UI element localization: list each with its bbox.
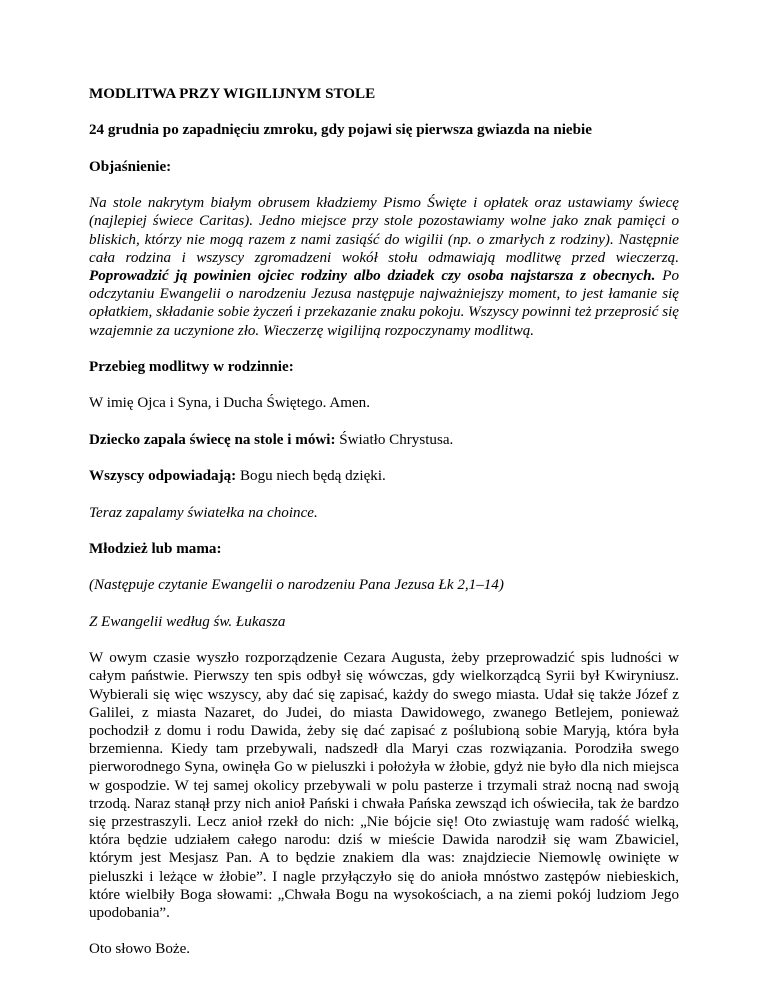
document-title: MODLITWA PRZY WIGILIJNYM STOLE — [89, 86, 376, 102]
all-label: Wszyscy odpowiadają: — [89, 468, 237, 485]
tree-lights-note: Teraz zapalamy światełka na choince. — [89, 504, 318, 521]
all-line — [89, 467, 679, 485]
document-subtitle: 24 grudnia po zapadnięciu zmroku, gdy pojawi się pierwsza gwiazda na niebie — [89, 122, 592, 139]
document-page — [89, 85, 679, 977]
explanation-paragraph — [89, 194, 679, 340]
explanation-part-1: Na stole nakrytym białym obrusem kładziemy Pismo Święte i opłatek oraz ustawiamy świecę (najlepiej świece Caritas). Jedno miejsce przy stole pozostawiamy wolne jako znak pamięci o bliskich, którzy nie mogą razem z nami zasiąść do wigilii (np. o zmarłych z rodziny). Następnie cała rodzina i wszyscy zgromadzeni wokół stołu odmawiają modlitwę przed wieczerzą. — [89, 195, 679, 266]
course-heading: Przebieg modlitwy w rodzinnie: — [89, 358, 294, 375]
gospel-source: Z Ewangelii według św. Łukasza — [89, 613, 286, 630]
child-label: Dziecko zapala świecę na stole i mówi: — [89, 431, 336, 448]
closing-line: Oto słowo Boże. — [89, 941, 191, 958]
explanation-heading: Objaśnienie: — [89, 158, 172, 175]
all-text: Bogu niech będą dzięki. — [239, 468, 386, 485]
reader-heading: Młodzież lub mama: — [89, 540, 222, 557]
explanation-part-2: Po odczytaniu Ewangelii o narodzeniu Jezusa następuje najważniejszy moment, to jest łamanie się opłatkiem, składanie sobie życzeń i przekazanie znaku pokoju. Wszyscy powinni też przeprosić się wzajemnie za uczynione zło. Wieczerzę wigilijną rozpoczynamy modlitwą. — [89, 267, 679, 339]
reading-note: (Następuje czytanie Ewangelii o narodzeniu Pana Jezusa Łk 2,1–14) — [89, 577, 504, 594]
child-text: Światło Chrystusa. — [339, 431, 454, 448]
child-line — [89, 431, 679, 449]
explanation-emphasis: Poprowadzić ją powinien ojciec rodziny albo dziadek czy osoba najstarsza z obecnych. — [89, 267, 656, 284]
gospel-text: W owym czasie wyszło rozporządzenie Cezara Augusta, żeby przeprowadzić spis ludności w całym państwie. Pierwszy ten spis odbył się wówczas, gdy wielkorządcą Syrii był Kwiryniusz. Wybierali się więc wszyscy, aby dać się zapisać, każdy do swego miasta. Udał się także Józef z Galilei, z miasta Nazaret, do Judei, do miasta Dawidowego, zwanego Betlejem, ponieważ pochodził z domu i rodu Dawida, żeby się dać zapisać z poślubioną sobie Maryją, która była brzemienna. Kiedy tam przebywali, nadszedł dla Maryi czas rozwiązania. Porodziła swego pierworodnego Syna, owinęła Go w pieluszki i położyła w żłobie, gdyż nie było dla nich miejsca w gospodzie. W tej samej okolicy przebywali w polu pasterze i trzymali straż nocną nad swoją trzodą. Naraz stanął przy nich anioł Pański i chwała Pańska zewsząd ich oświeciła, tak że bardzo się przestraszyli. Lecz anioł rzekł do nich: „Nie bójcie się! Oto zwiastuję wam radość wielką, która będzie udziałem całego narodu: dziś w mieście Dawida narodził się wam Zbawiciel, którym jest Mesjasz Pan. A to będzie znakiem dla was: znajdziecie Niemowlę owinięte w pieluszki i leżące w żłobie”. I nagle przyłączyło się do anioła mnóstwo zastępów niebieskich, które wielbiły Boga słowami: „Chwała Bogu na wysokościach, a na ziemi pokój ludziom Jego upodobania”. — [89, 650, 679, 921]
opening-prayer: W imię Ojca i Syna, i Ducha Świętego. Amen. — [89, 395, 370, 412]
